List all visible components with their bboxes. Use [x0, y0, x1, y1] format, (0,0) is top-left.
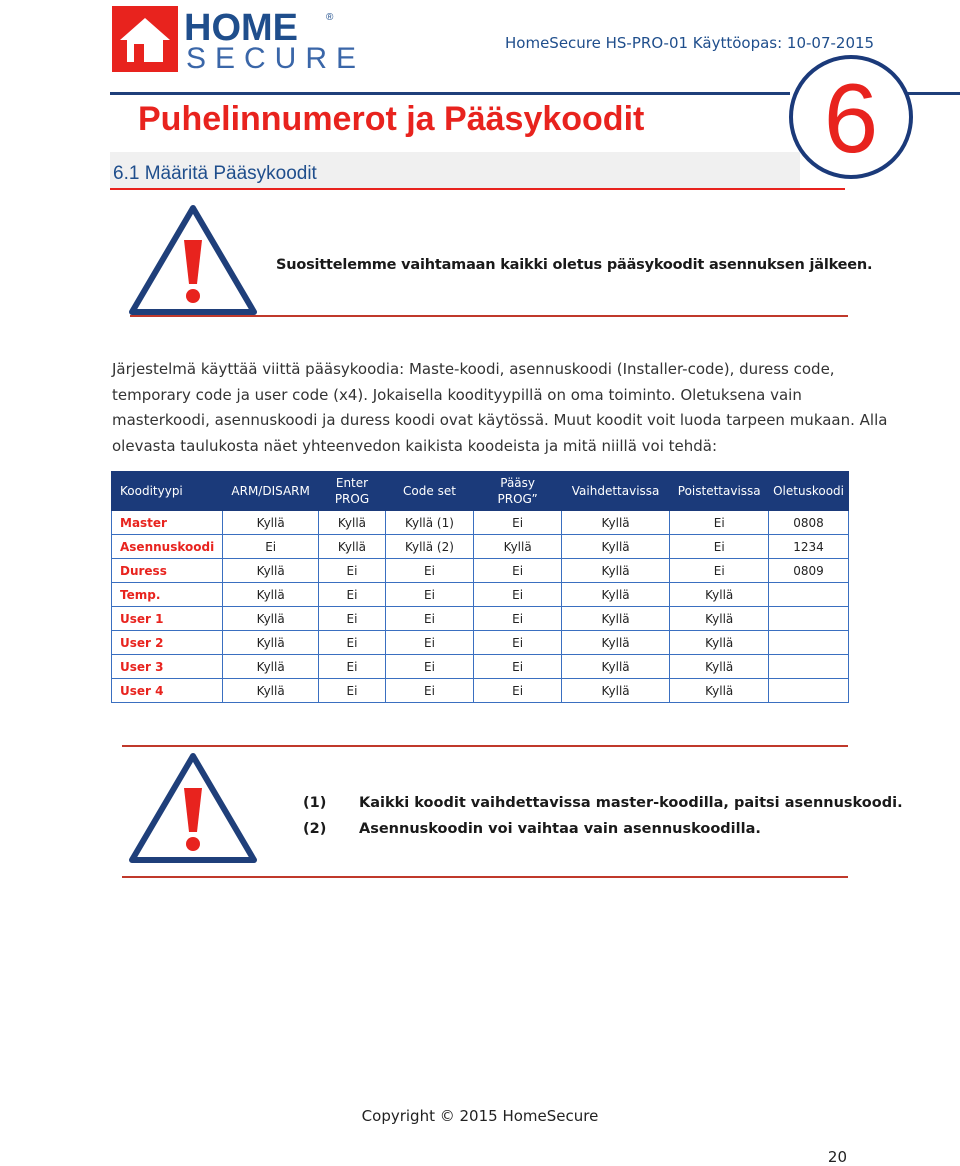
divider [130, 315, 848, 317]
table-cell: Ei [319, 583, 385, 607]
table-cell: Ei [670, 511, 769, 535]
table-cell: Ei [474, 679, 561, 703]
intro-line: Järjestelmä käyttää viittä pääsykoodia: Maste-koodi, asennuskoodi (Installer-code), duress code, [112, 360, 835, 378]
table-cell: 0809 [769, 559, 849, 583]
intro-line: temporary code ja user code (x4). Jokaisella koodityypillä on oma toiminto. Oletuksena vain [112, 385, 802, 404]
table-cell: Ei [385, 679, 474, 703]
table-cell: Ei [385, 655, 474, 679]
table-cell: Kyllä [222, 655, 319, 679]
code-type-cell: User 4 [112, 679, 223, 703]
code-type-cell: User 2 [112, 631, 223, 655]
divider [122, 745, 848, 747]
table-cell [769, 679, 849, 703]
table-cell: Kyllä (1) [385, 511, 474, 535]
table-cell: Kyllä [670, 631, 769, 655]
table-footnotes [303, 790, 903, 842]
table-cell: Ei [474, 655, 561, 679]
table-cell: Ei [670, 535, 769, 559]
access-code-table [111, 471, 849, 703]
table-row [112, 559, 849, 583]
table-cell: Kyllä [222, 559, 319, 583]
table-cell: Ei [319, 607, 385, 631]
code-type-cell: Duress [112, 559, 223, 583]
logo-line1: HOME [184, 7, 298, 49]
intro-paragraph [112, 357, 888, 459]
table-cell: Ei [385, 583, 474, 607]
table-cell [769, 583, 849, 607]
table-cell: Ei [319, 559, 385, 583]
table-cell: Kyllä [561, 583, 670, 607]
table-cell [769, 631, 849, 655]
table-cell: Kyllä [222, 607, 319, 631]
column-header: Code set [385, 472, 474, 511]
table-cell: Ei [474, 607, 561, 631]
header-rule [110, 92, 790, 95]
svg-text:®: ® [326, 12, 334, 23]
code-type-cell: Temp. [112, 583, 223, 607]
copyright: Copyright © 2015 HomeSecure [361, 1107, 599, 1125]
table-row [112, 511, 849, 535]
table-row [112, 679, 849, 703]
code-type-cell: User 1 [112, 607, 223, 631]
column-header: Poistettavissa [670, 472, 769, 511]
table-cell: Kyllä [561, 631, 670, 655]
column-header: Koodityypi [112, 472, 223, 511]
table-cell: Ei [474, 631, 561, 655]
table-cell: Kyllä [561, 607, 670, 631]
footnote-text: Kaikki koodit vaihdettavissa master-koodilla, paitsi asennuskoodi. [359, 795, 903, 811]
table-cell: Ei [319, 631, 385, 655]
table-row [112, 607, 849, 631]
table-cell: Kyllä [474, 535, 561, 559]
chapter-number: 6 [823, 63, 879, 173]
table-cell: Kyllä [222, 583, 319, 607]
column-header: Pääsy PROG” [474, 472, 561, 511]
table-row [112, 583, 849, 607]
footnote-text: Asennuskoodin voi vaihtaa vain asennuskoodilla. [359, 821, 761, 837]
footnote [303, 816, 903, 842]
page-number: 20 [827, 1148, 847, 1166]
table-cell: Kyllä [561, 559, 670, 583]
table-cell: Kyllä [561, 679, 670, 703]
footnote-number: (1) [303, 795, 327, 811]
code-type-cell: Master [112, 511, 223, 535]
column-header: Enter PROG [319, 472, 385, 511]
table-cell: Ei [385, 559, 474, 583]
footnote [303, 790, 903, 816]
table-cell: Kyllä [670, 679, 769, 703]
homesecure-logo [112, 6, 366, 75]
logo-line2: SECURE [186, 42, 366, 75]
table-cell: Kyllä [561, 655, 670, 679]
table-cell: Kyllä [670, 655, 769, 679]
table-cell: Ei [319, 655, 385, 679]
table-cell: Kyllä [670, 583, 769, 607]
table-cell [769, 655, 849, 679]
table-cell: Ei [474, 511, 561, 535]
divider [122, 876, 848, 878]
table-cell: Ei [474, 559, 561, 583]
table-cell: Kyllä [561, 535, 670, 559]
table-cell: Ei [222, 535, 319, 559]
table-cell: Ei [670, 559, 769, 583]
table-cell: 0808 [769, 511, 849, 535]
table-cell: Ei [385, 607, 474, 631]
table-cell: 1234 [769, 535, 849, 559]
intro-line: masterkoodi, asennuskoodi ja duress koodi ovat käytössä. Muut koodit voit luoda tarpeen mukaan. Alla [112, 411, 888, 429]
section-title: 6.1 Määritä Pääsykoodit [113, 163, 317, 184]
table-cell: Kyllä [670, 607, 769, 631]
table-cell [769, 607, 849, 631]
table-cell: Kyllä [222, 679, 319, 703]
table-cell: Kyllä [319, 511, 385, 535]
table-row [112, 655, 849, 679]
footnote-number: (2) [303, 821, 327, 837]
table-row [112, 631, 849, 655]
column-header: Oletuskoodi [769, 472, 849, 511]
code-type-cell: Asennuskoodi [112, 535, 223, 559]
page-title: Puhelinnumerot ja Pääsykoodit [138, 100, 645, 138]
table-cell: Ei [319, 679, 385, 703]
code-type-cell: User 3 [112, 655, 223, 679]
chapter-number-badge [788, 54, 914, 180]
warning-message: Suosittelemme vaihtamaan kaikki oletus pääsykoodit asennuksen jälkeen. [276, 257, 873, 273]
document-reference: HomeSecure HS-PRO-01 Käyttöopas: 10-07-2015 [505, 34, 875, 52]
table-cell: Kyllä [561, 511, 670, 535]
table-row [112, 535, 849, 559]
table-cell: Kyllä [222, 511, 319, 535]
table-cell: Kyllä (2) [385, 535, 474, 559]
intro-line: olevasta taulukosta näet yhteenvedon kaikista koodeista ja mitä niillä voi tehdä: [112, 436, 718, 455]
column-header: ARM/DISARM [222, 472, 319, 511]
warning-triangle-icon [128, 750, 258, 864]
section-underline [110, 188, 845, 190]
table-header-row [112, 472, 849, 511]
table-cell: Ei [474, 583, 561, 607]
table-cell: Kyllä [222, 631, 319, 655]
column-header: Vaihdettavissa [561, 472, 670, 511]
table-cell: Ei [385, 631, 474, 655]
table-cell: Kyllä [319, 535, 385, 559]
warning-triangle-icon [128, 202, 258, 316]
